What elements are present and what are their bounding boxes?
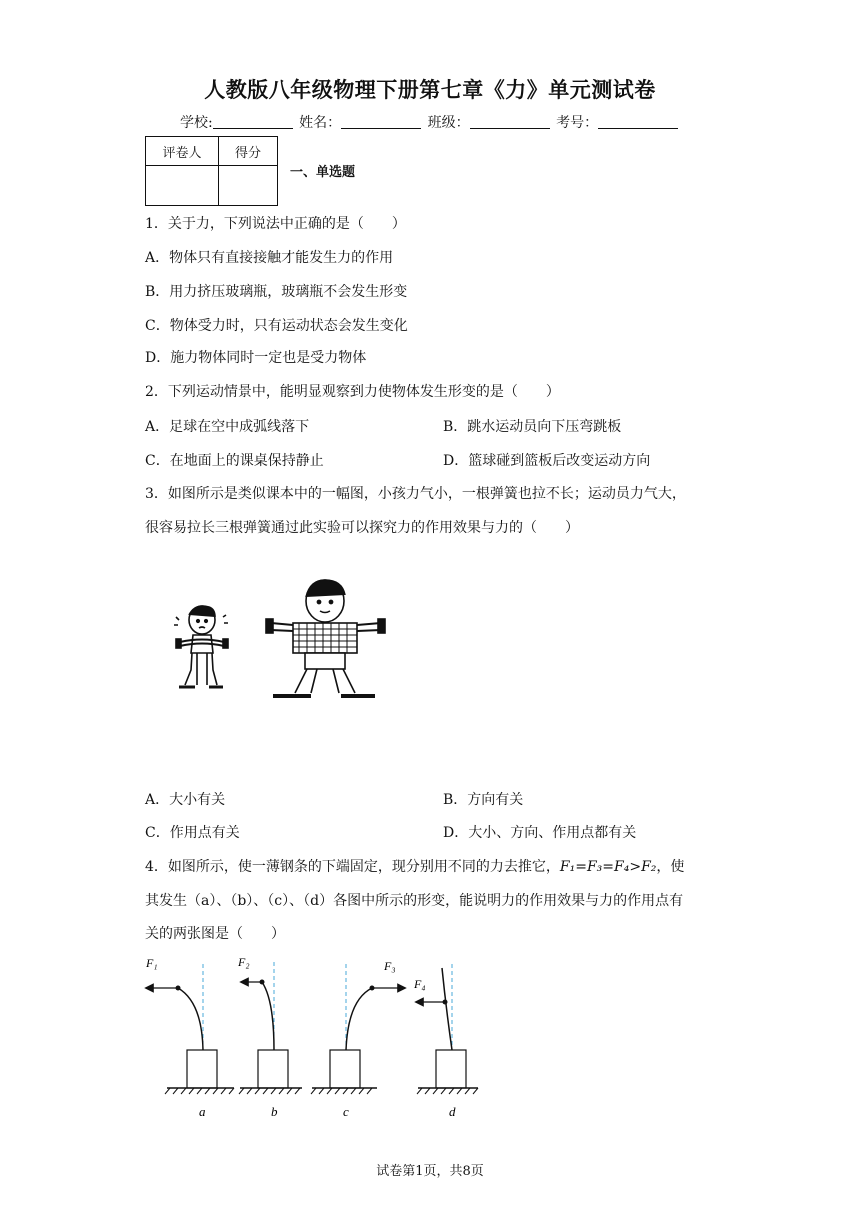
panel-label-c: c <box>343 1104 349 1119</box>
q4-stem-line2: 其发生（a）、（b）、（c）、（d）各图中所示的形变，能说明力的作用效果与力的作用点有 <box>145 893 684 909</box>
page-title: 人教版八年级物理下册第七章《力》单元测试卷 <box>204 78 656 102</box>
class-blank[interactable] <box>470 115 550 129</box>
student-info-line <box>180 112 680 132</box>
force-label-f3: F₃ <box>384 959 396 973</box>
section-heading: 一、单选题 <box>290 165 356 180</box>
q3-stem-line1: 3．如图所示是类似课本中的一幅图，小孩力气小，一根弹簧也拉不长；运动员力气大， <box>145 486 686 502</box>
reviewer-header: 评卷人 <box>146 137 219 166</box>
q1-option-a[interactable]: A．物体只有直接接触才能发生力的作用 <box>145 250 394 266</box>
panel-label-b: b <box>271 1104 278 1119</box>
q3-option-d[interactable]: D．大小、方向、作用点都有关 <box>443 825 637 841</box>
q4-stem-line3: 关的两张图是（ ） <box>145 926 285 942</box>
q1-option-b[interactable]: B．用力挤压玻璃瓶，玻璃瓶不会发生形变 <box>145 284 408 300</box>
panel-b <box>237 955 302 1119</box>
school-blank[interactable] <box>213 115 293 129</box>
steel-strip-figure <box>140 952 480 1124</box>
name-blank[interactable] <box>341 115 421 129</box>
q1-option-c[interactable]: C．物体受力时，只有运动状态会发生变化 <box>145 318 408 334</box>
q2-option-a[interactable]: A．足球在空中成弧线落下 <box>145 419 310 435</box>
q3-option-b[interactable]: B．方向有关 <box>443 792 524 808</box>
athlete-figure <box>266 580 385 696</box>
panel-label-d: d <box>449 1104 456 1119</box>
name-label: 姓名： <box>299 115 342 131</box>
child-figure <box>174 606 228 687</box>
q3-option-a[interactable]: A．大小有关 <box>145 792 226 808</box>
class-label: 班级： <box>427 115 470 131</box>
exam-no-blank[interactable] <box>598 115 678 129</box>
panel-label-a: a <box>199 1104 206 1119</box>
school-label: 学校: <box>180 115 213 131</box>
score-header: 得分 <box>219 137 278 166</box>
q2-option-b[interactable]: B．跳水运动员向下压弯跳板 <box>443 419 622 435</box>
q1-stem: 1．关于力，下列说法中正确的是（ ） <box>145 216 406 232</box>
exam-no-label: 考号： <box>556 115 599 131</box>
q3-option-c[interactable]: C．作用点有关 <box>145 825 240 841</box>
q2-option-d[interactable]: D．篮球碰到篮板后改变运动方向 <box>443 453 651 469</box>
reviewer-cell[interactable] <box>146 166 219 206</box>
q3-stem-line2: 很容易拉长三根弹簧通过此实验可以探究力的作用效果与力的（ ） <box>145 520 579 536</box>
panel-d <box>413 964 478 1119</box>
score-cell[interactable] <box>219 166 278 206</box>
q4-stem-line1 <box>145 856 684 876</box>
panel-c <box>311 959 402 1119</box>
q2-stem: 2．下列运动情景中，能明显观察到力使物体发生形变的是（ ） <box>145 384 560 400</box>
q4-stem-post: ，使 <box>656 859 685 875</box>
score-table <box>145 136 278 206</box>
force-label-f1: F₁ <box>146 956 158 970</box>
force-label-f4: F₄ <box>414 977 426 991</box>
q4-stem-pre: 4．如图所示，使一薄钢条的下端固定，现分别用不同的力去推它， <box>145 859 560 875</box>
q2-option-c[interactable]: C．在地面上的课桌保持静止 <box>145 453 324 469</box>
spring-pulling-illustration <box>165 575 415 705</box>
panel-a <box>145 956 234 1119</box>
q1-option-d[interactable]: D．施力物体同时一定也是受力物体 <box>145 350 367 366</box>
q4-force-relation: F₁=F₃=F₄>F₂ <box>559 859 657 875</box>
force-label-f2: F₂ <box>238 955 250 969</box>
page-footer: 试卷第1页，共8页 <box>376 1164 484 1179</box>
